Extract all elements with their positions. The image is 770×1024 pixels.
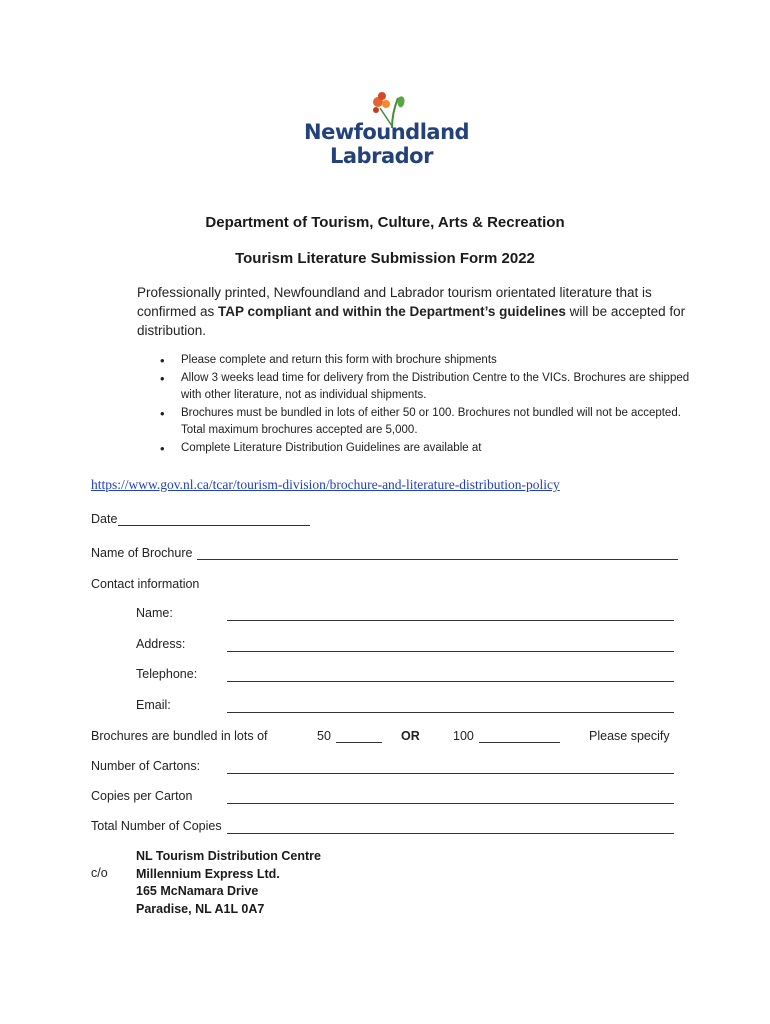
cartons-label: Number of Cartons: [91, 759, 201, 773]
bundle-100-label: 100 [453, 729, 474, 743]
bundle-100-field[interactable] [479, 742, 560, 743]
logo-text-labrador: Labrador [330, 144, 433, 168]
intro-text-before: Professionally printed, Newfoundland and Labrador tourism orientated literature that is confirmed as [137, 285, 652, 319]
email-field[interactable] [227, 712, 674, 713]
address-line: NL Tourism Distribution Centre [136, 849, 321, 863]
mailing-address [136, 848, 321, 918]
form-title: Tourism Literature Submission Form 2022 [235, 250, 535, 267]
bundle-50-label: 50 [317, 729, 331, 743]
contact-info-label: Contact information [91, 577, 200, 591]
copies-per-carton-field[interactable] [227, 803, 674, 804]
list-item: • Allow 3 weeks lead time for delivery from the Distribution Centre to the VICs. Brochures are shipped with other literature, not as individual shipments. [160, 370, 690, 404]
or-label: OR [401, 729, 420, 743]
guidelines-link[interactable]: https://www.gov.nl.ca/tcar/tourism-division/brochure-and-literature-distribution-policy [91, 477, 560, 492]
nl-logo [300, 84, 470, 174]
instructions-list [160, 352, 690, 458]
address-line: 165 McNamara Drive [136, 884, 259, 898]
name-label: Name: [136, 606, 173, 620]
list-item: • Brochures must be bundled in lots of either 50 or 100. Brochures not bundled will not be accepted. Total maximum brochures accepted are 5,000. [160, 405, 690, 439]
cartons-field[interactable] [227, 773, 674, 774]
date-label: Date [91, 512, 118, 526]
logo-text-newfoundland: Newfoundland [304, 120, 470, 144]
name-field[interactable] [227, 620, 674, 621]
brochure-name-field[interactable] [197, 559, 678, 560]
department-title: Department of Tourism, Culture, Arts & Recreation [205, 214, 565, 231]
bundle-50-field[interactable] [336, 742, 382, 743]
date-field[interactable] [118, 525, 310, 526]
list-item: • Please complete and return this form with brochure shipments [160, 352, 690, 369]
total-copies-field[interactable] [227, 833, 674, 834]
bundled-label: Brochures are bundled in lots of [91, 729, 268, 743]
please-specify-label: Please specify [589, 729, 670, 743]
address-field[interactable] [227, 651, 674, 652]
intro-bold: TAP compliant and within the Department’s guidelines [218, 304, 566, 319]
copies-per-carton-label: Copies per Carton [91, 789, 193, 803]
email-label: Email: [136, 698, 171, 712]
total-copies-label: Total Number of Copies [91, 819, 222, 833]
brochure-name-label: Name of Brochure [91, 546, 193, 560]
care-of-label: c/o [91, 866, 108, 880]
address-line: Millennium Express Ltd. [136, 866, 280, 881]
address-line: Paradise, NL A1L 0A7 [136, 901, 265, 916]
address-label: Address: [136, 637, 186, 651]
intro-text-after: will be accepted for distribution. [137, 304, 686, 338]
telephone-label: Telephone: [136, 667, 198, 681]
intro-paragraph [137, 283, 697, 340]
telephone-field[interactable] [227, 681, 674, 682]
list-item: • Complete Literature Distribution Guidelines are available at [160, 440, 690, 457]
